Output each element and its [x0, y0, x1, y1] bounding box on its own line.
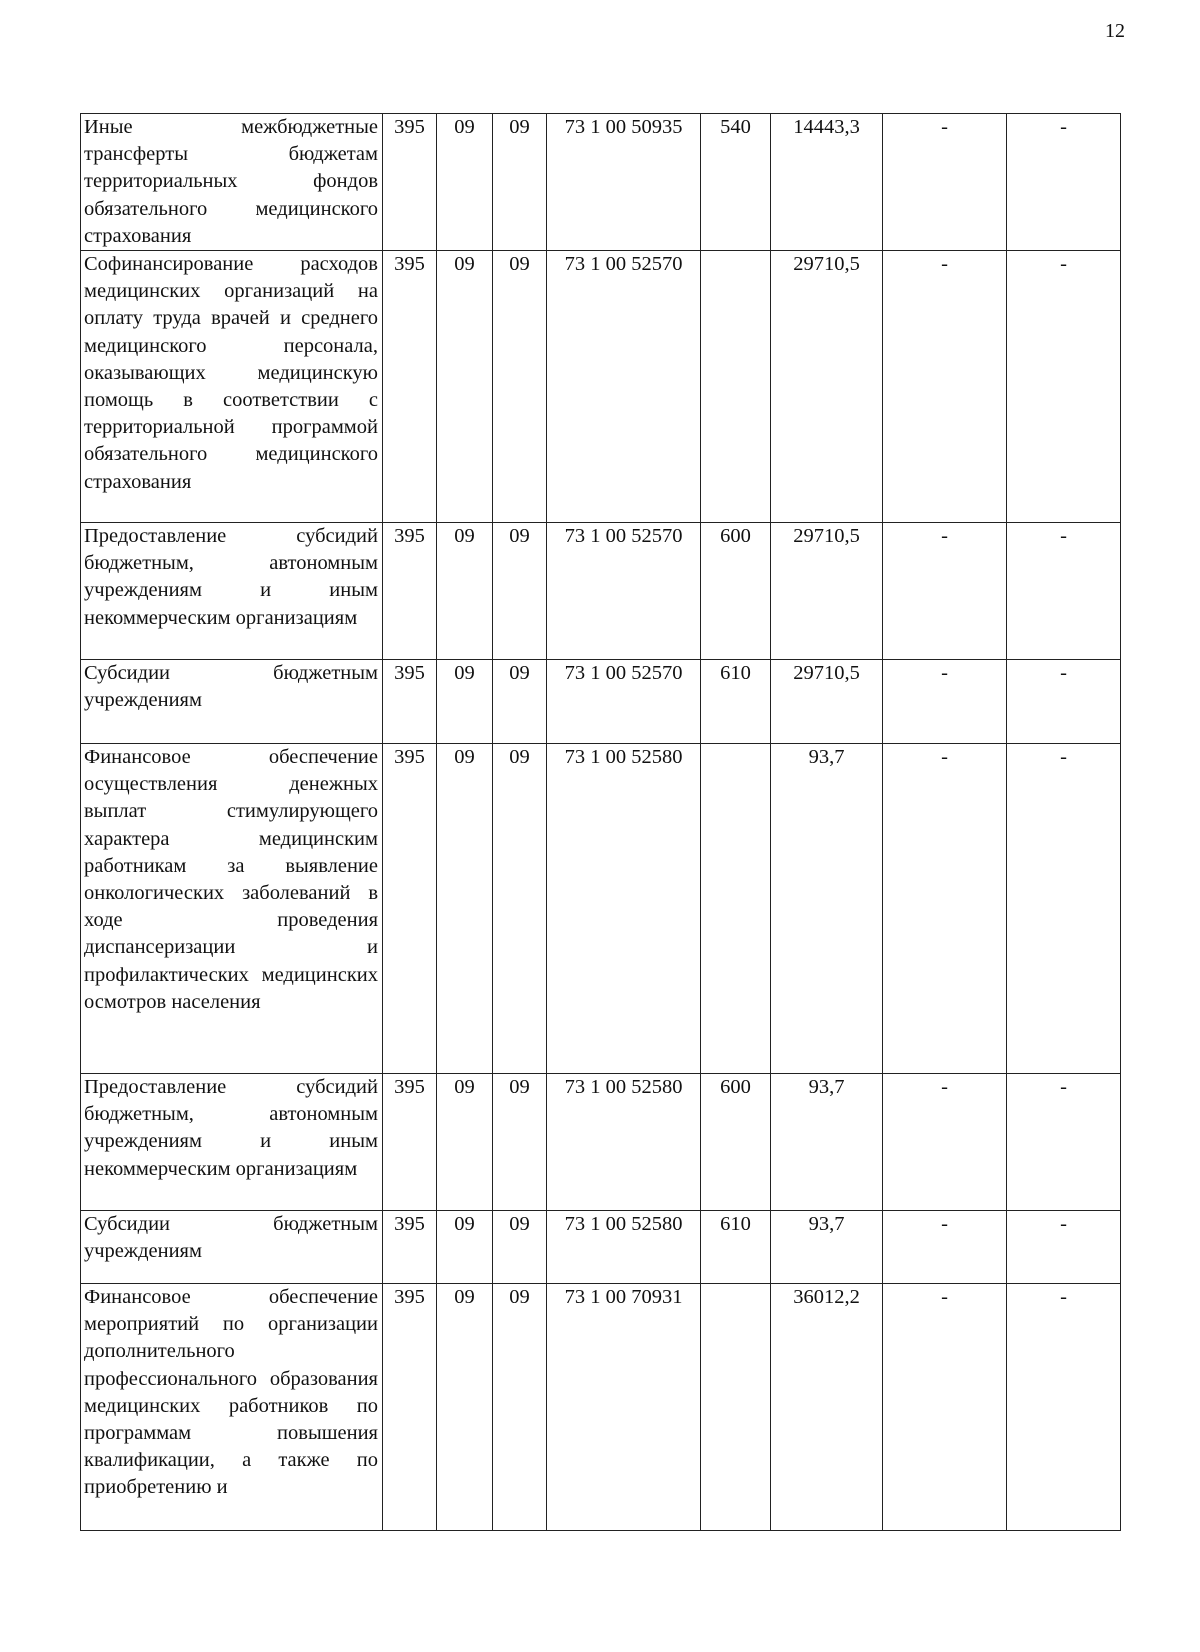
row-ved: 395: [383, 660, 437, 744]
row-sum: 93,7: [771, 1074, 883, 1211]
row-name: Финансовое обеспечение осуществления денежных выплат стимулирующего характера медицинским работникам за выявление онкологических заболеваний в ходе проведения диспансеризации и профилактических медицинских осмотров населения: [81, 744, 383, 1074]
row-sum: 14443,3: [771, 114, 883, 251]
table-row: [81, 1074, 1121, 1211]
row-name: Финансовое обеспечение мероприятий по организации дополнительного профессионального образования медицинских работников по программам повышения квалификации, а также по приобретению и: [81, 1284, 383, 1531]
row-name: Предоставление субсидий бюджетным, автономным учреждениям и иным некоммерческим организациям: [81, 523, 383, 660]
row-csr: 73 1 00 52570: [547, 523, 701, 660]
row-sum-3: -: [1007, 1074, 1121, 1211]
row-rz: 09: [437, 523, 493, 660]
row-sum-2: -: [883, 114, 1007, 251]
row-sum-3: -: [1007, 744, 1121, 1074]
row-csr: 73 1 00 52580: [547, 1211, 701, 1284]
row-pr: 09: [493, 660, 547, 744]
table-row: [81, 1211, 1121, 1284]
table-row: [81, 114, 1121, 251]
row-sum-3: -: [1007, 251, 1121, 523]
row-sum-2: -: [883, 744, 1007, 1074]
row-sum-3: -: [1007, 1211, 1121, 1284]
row-vr: 610: [701, 1211, 771, 1284]
row-sum-2: -: [883, 251, 1007, 523]
row-rz: 09: [437, 744, 493, 1074]
row-rz: 09: [437, 1074, 493, 1211]
row-ved: 395: [383, 1284, 437, 1531]
row-pr: 09: [493, 1074, 547, 1211]
row-ved: 395: [383, 1211, 437, 1284]
row-sum: 36012,2: [771, 1284, 883, 1531]
row-pr: 09: [493, 251, 547, 523]
row-name: Предоставление субсидий бюджетным, автономным учреждениям и иным некоммерческим организациям: [81, 1074, 383, 1211]
row-sum-2: -: [883, 660, 1007, 744]
row-pr: 09: [493, 523, 547, 660]
row-sum: 93,7: [771, 1211, 883, 1284]
row-rz: 09: [437, 660, 493, 744]
row-vr: [701, 744, 771, 1074]
row-name: Иные межбюджетные трансферты бюджетам территориальных фондов обязательного медицинского страхования: [81, 114, 383, 251]
row-ved: 395: [383, 1074, 437, 1211]
row-sum-3: -: [1007, 660, 1121, 744]
row-pr: 09: [493, 1284, 547, 1531]
table-row: [81, 523, 1121, 660]
row-vr: [701, 251, 771, 523]
row-csr: 73 1 00 70931: [547, 1284, 701, 1531]
row-vr: 610: [701, 660, 771, 744]
row-sum: 93,7: [771, 744, 883, 1074]
row-sum: 29710,5: [771, 523, 883, 660]
budget-table: [80, 113, 1121, 1531]
row-ved: 395: [383, 744, 437, 1074]
row-rz: 09: [437, 1211, 493, 1284]
row-sum-2: -: [883, 1284, 1007, 1531]
row-csr: 73 1 00 50935: [547, 114, 701, 251]
row-sum-2: -: [883, 1074, 1007, 1211]
row-rz: 09: [437, 114, 493, 251]
row-name: Субсидии бюджетным учреждениям: [81, 660, 383, 744]
table-row: [81, 744, 1121, 1074]
row-sum: 29710,5: [771, 660, 883, 744]
row-rz: 09: [437, 251, 493, 523]
row-sum-3: -: [1007, 1284, 1121, 1531]
row-sum-2: -: [883, 523, 1007, 660]
row-vr: [701, 1284, 771, 1531]
row-pr: 09: [493, 744, 547, 1074]
page-number: 12: [1105, 20, 1125, 42]
row-ved: 395: [383, 251, 437, 523]
row-sum: 29710,5: [771, 251, 883, 523]
row-vr: 600: [701, 1074, 771, 1211]
row-csr: 73 1 00 52570: [547, 660, 701, 744]
row-sum-3: -: [1007, 523, 1121, 660]
row-csr: 73 1 00 52570: [547, 251, 701, 523]
row-sum-2: -: [883, 1211, 1007, 1284]
table-row: [81, 660, 1121, 744]
row-rz: 09: [437, 1284, 493, 1531]
row-pr: 09: [493, 114, 547, 251]
table-row: [81, 251, 1121, 523]
row-csr: 73 1 00 52580: [547, 1074, 701, 1211]
row-vr: 600: [701, 523, 771, 660]
row-ved: 395: [383, 523, 437, 660]
table-row: [81, 1284, 1121, 1531]
row-pr: 09: [493, 1211, 547, 1284]
row-ved: 395: [383, 114, 437, 251]
row-vr: 540: [701, 114, 771, 251]
row-name: Субсидии бюджетным учреждениям: [81, 1211, 383, 1284]
row-sum-3: -: [1007, 114, 1121, 251]
row-csr: 73 1 00 52580: [547, 744, 701, 1074]
row-name: Софинансирование расходов медицинских организаций на оплату труда врачей и среднего медицинского персонала, оказывающих медицинскую помощь в соответствии с территориальной программой обязательного медицинского страхования: [81, 251, 383, 523]
